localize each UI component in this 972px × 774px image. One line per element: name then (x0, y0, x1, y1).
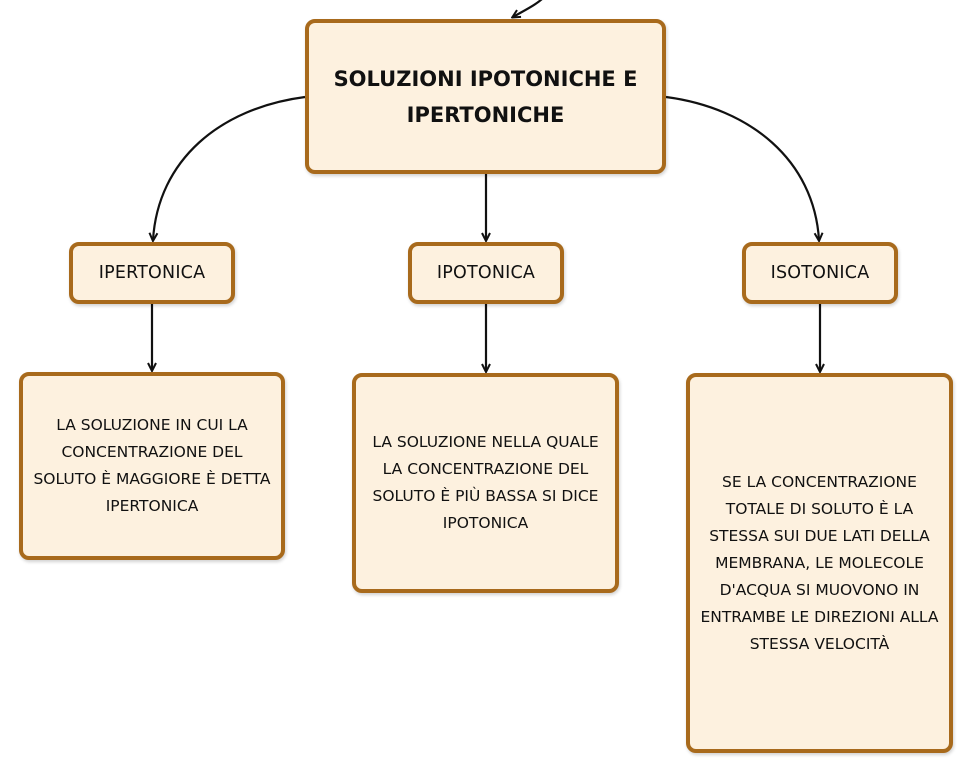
connector-root-ipertonica (153, 97, 305, 240)
description-ipertonica-text: LA SOLUZIONE IN CUI LA CONCENTRAZIONE DEL SOLUTO È MAGGIORE È DETTA IPERTONICA (33, 416, 271, 515)
node-isotonica[interactable] (742, 242, 898, 304)
description-ipotonica-text: LA SOLUZIONE NELLA QUALE LA CONCENTRAZIONE DEL SOLUTO È PIÙ BASSA SI DICE IPOTONICA (372, 433, 599, 532)
connector-root-isotonica (666, 97, 819, 240)
root-node[interactable] (305, 19, 666, 174)
root-node-label: SOLUZIONI IPOTONICHE E IPERTONICHE (333, 66, 638, 127)
description-isotonica-text: SE LA CONCENTRAZIONE TOTALE DI SOLUTO È LA STESSA SUI DUE LATI DELLA MEMBRANA, LE MOLECOLE D'ACQUA SI MUOVONO IN ENTRAMBE LE DIREZIONI ALLA STESSA VELOCITÀ (700, 472, 939, 653)
incoming-connector (513, 0, 545, 17)
node-ipotonica[interactable] (408, 242, 564, 304)
description-isotonica[interactable] (686, 373, 953, 753)
node-ipotonica-label: IPOTONICA (436, 263, 536, 283)
description-ipertonica[interactable] (19, 372, 285, 560)
node-ipertonica[interactable] (69, 242, 235, 304)
node-isotonica-label: ISOTONICA (770, 263, 870, 283)
node-ipertonica-label: IPERTONICA (98, 263, 206, 283)
description-ipotonica[interactable] (352, 373, 619, 593)
